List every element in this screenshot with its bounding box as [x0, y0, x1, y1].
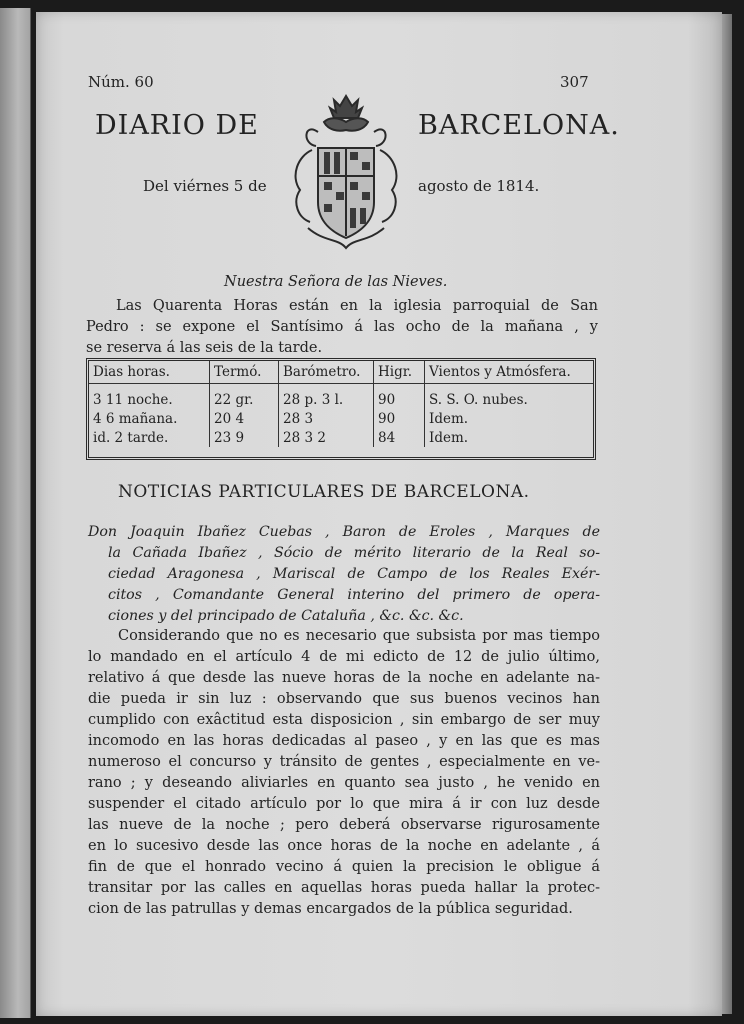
- body-line: Considerando que no es necesario que subsista por mas tiempo: [118, 628, 600, 644]
- body-line: las nueve de la noche ; pero deberá observarse rigurosamente: [88, 817, 600, 833]
- weather-cell: 23 9: [210, 428, 279, 447]
- body-line: numeroso el concurso y tránsito de gentes , especialmente en ve-: [88, 754, 600, 770]
- weather-cell: id. 2 tarde.: [89, 428, 210, 447]
- body-line: fin de que el honrado vecino á quien la precision le obligue á: [88, 859, 600, 875]
- body-line: incomodo en las horas dedicadas al paseo , y en las que es mas: [88, 733, 600, 749]
- weather-cell: 20 4: [210, 409, 279, 428]
- saint-of-the-day: Nuestra Señora de las Nieves.: [224, 274, 448, 290]
- date-left: Del viérnes 5 de: [143, 177, 267, 195]
- intro-line: se reserva á las seis de la tarde.: [86, 340, 323, 356]
- decree-line: Don Joaquin Ibañez Cuebas , Baron de Eroles , Marques de: [88, 524, 600, 540]
- weather-cell: 90: [374, 409, 425, 428]
- body-line: die pueda ir sin luz : observando que sus buenos vecinos han: [88, 691, 600, 707]
- body-line: suspender el citado artículo por lo que mira á ir con luz desde: [88, 796, 600, 812]
- weather-header-winds: Vientos y Atmósfera.: [425, 361, 594, 384]
- weather-header-thermometer: Termó.: [210, 361, 279, 384]
- intro-paragraph: [86, 296, 598, 359]
- decree-intro: [88, 522, 600, 627]
- issue-number: Núm. 60: [88, 73, 154, 91]
- weather-cell: 28 p. 3 l.: [279, 384, 374, 410]
- intro-line: Pedro : se expone el Santísimo á las ocho de la mañana , y: [86, 319, 598, 335]
- section-heading: NOTICIAS PARTICULARES DE BARCELONA.: [118, 482, 530, 502]
- masthead-title-left: DIARIO DE: [95, 110, 259, 141]
- weather-header-hygrometer: Higr.: [374, 361, 425, 384]
- weather-cell: 28 3 2: [279, 428, 374, 447]
- weather-cell: Idem.: [429, 429, 469, 446]
- decree-line: ciedad Aragonesa , Mariscal de Campo de los Reales Exér-: [108, 566, 600, 582]
- weather-table: [86, 358, 596, 460]
- decree-body: [88, 626, 600, 920]
- left-page-edge: [0, 8, 31, 1018]
- weather-cell: 22 gr.: [210, 384, 279, 410]
- body-line: en lo sucesivo desde las once horas de la noche en adelante , á: [88, 838, 600, 854]
- weather-header-days: Dias horas.: [89, 361, 210, 384]
- weather-header-barometer: Barómetro.: [279, 361, 374, 384]
- body-line: transitar por las calles en aquellas horas pueda hallar la protec-: [88, 880, 600, 896]
- page-number: 307: [560, 73, 589, 91]
- intro-line: Las Quarenta Horas están en la iglesia parroquial de San: [116, 298, 598, 314]
- body-line: cion de las patrullas y demas encargados de la pública seguridad.: [88, 901, 573, 917]
- right-page-edge: [722, 14, 732, 1014]
- weather-cell: 3 11 noche.: [89, 384, 210, 410]
- weather-cell: Idem.: [429, 410, 469, 427]
- weather-cell: 28 3: [279, 409, 374, 428]
- coat-of-arms-icon: [284, 92, 408, 252]
- date-right: agosto de 1814.: [418, 177, 540, 195]
- body-line: relativo á que desde las nueve horas de la noche en adelante na-: [88, 670, 600, 686]
- decree-line: ciones y del principado de Cataluña , &c. &c. &c.: [108, 608, 464, 624]
- body-line: lo mandado en el artículo 4 de mi edicto de 12 de julio último,: [88, 649, 600, 665]
- body-line: cumplido con exâctitud esta disposicion , sin embargo de ser muy: [88, 712, 600, 728]
- decree-line: la Cañada Ibañez , Sócio de mérito literario de la Real so-: [108, 545, 600, 561]
- masthead-title-right: BARCELONA.: [418, 110, 620, 141]
- weather-cell: 84: [374, 428, 425, 447]
- body-line: rano ; y deseando aliviarles en quanto sea justo , he venido en: [88, 775, 600, 791]
- weather-cell: 4 6 mañana.: [89, 409, 210, 428]
- weather-cell: S. S. O. nubes.: [429, 391, 528, 408]
- weather-cell: 90: [374, 384, 425, 410]
- decree-line: citos , Comandante General interino del primero de opera-: [108, 587, 600, 603]
